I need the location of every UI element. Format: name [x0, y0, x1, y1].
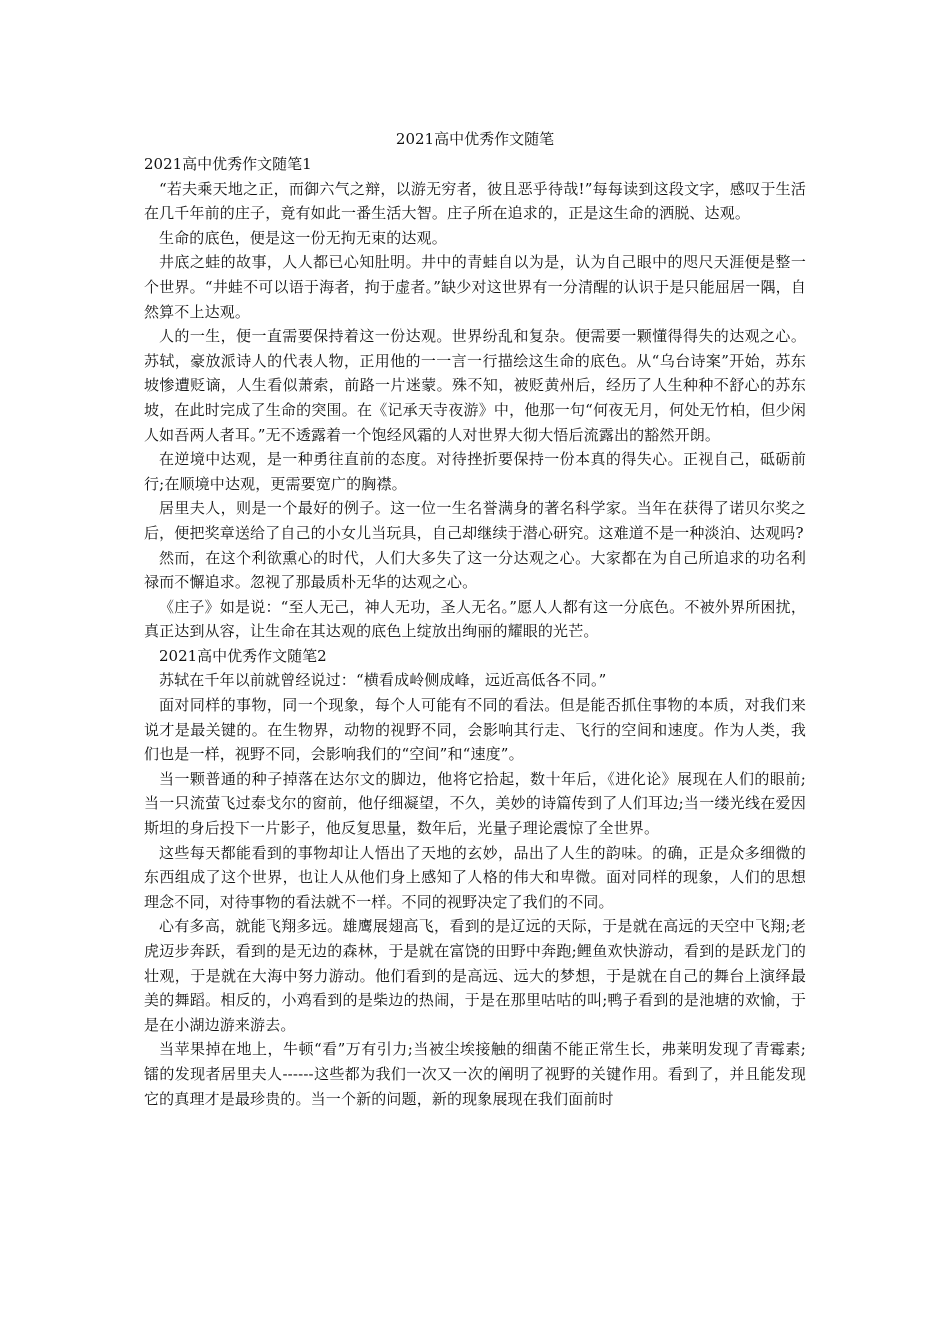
paragraph: 《庄子》如是说：“至人无己，神人无功，圣人无名。”愿人人都有这一分底色。不被外界所困扰，真正达到从容，让生命在其达观的底色上绽放出绚丽的耀眼的光芒。	[144, 597, 806, 641]
paragraph: 苏轼在千年以前就曾经说过：“横看成岭侧成峰，远近高低各不同。”	[159, 671, 607, 690]
essay-section-2	[144, 644, 806, 1111]
paragraph: 然而，在这个利欲熏心的时代，人们大多失了这一分达观之心。大家都在为自己所追求的功名利禄而不懈追求。忽视了那最质朴无华的达观之心。	[144, 548, 806, 592]
section-heading: 2021高中优秀作文随笔2	[159, 646, 327, 665]
essay-section-1	[144, 152, 806, 644]
document-title: 2021高中优秀作文随笔	[395, 130, 555, 148]
paragraph: 这些每天都能看到的事物却让人悟出了天地的玄妙，品出了人生的韵味。的确，正是众多细微的东西组成了这个世界，也让人从他们身上感知了人格的伟大和卑微。面对同样的现象，人们的思想理念不同，对待事物的看法就不一样。不同的视野决定了我们的不同。	[144, 843, 806, 911]
paragraph: 面对同样的事物，同一个现象，每个人可能有不同的看法。但是能否抓住事物的本质，对我们来说才是最关键的。在生物界，动物的视野不同，会影响其行走、飞行的空间和速度。作为人类，我们也是一样，视野不同，会影响我们的“空间”和“速度”。	[144, 696, 806, 764]
paragraph: 心有多高，就能飞翔多远。雄鹰展翅高飞，看到的是辽远的天际，于是就在高远的天空中飞翔;老虎迈步奔跃，看到的是无边的森林，于是就在富饶的田野中奔跑;鲤鱼欢快游动，看到的是跃龙门的壮观，于是就在大海中努力游动。他们看到的是高远、远大的梦想，于是就在自己的舞台上演绎最美的舞蹈。相反的，小鸡看到的是柴边的热闹，于是在那里咕咕的叫;鸭子看到的是池塘的欢愉，于是在小湖边游来游去。	[144, 917, 806, 1034]
section-heading: 2021高中优秀作文随笔1	[144, 155, 312, 173]
paragraph: 人的一生，便一直需要保持着这一份达观。世界纷乱和复杂。便需要一颗懂得得失的达观之心。苏轼，豪放派诗人的代表人物，正用他的一一言一行描绘这生命的底色。从“乌台诗案”开始，苏东坡惨遭贬谪，人生看似萧索，前路一片迷蒙。殊不知，被贬黄州后，经历了人生种种不舒心的苏东坡，在此时完成了生命的突围。在《记承天寺夜游》中，他那一句“何夜无月，何处无竹柏，但少闲人如吾两人者耳。”无不透露着一个饱经风霜的人对世界大彻大悟后流露出的豁然开朗。	[144, 327, 806, 444]
document-page	[144, 126, 806, 1111]
paragraph: “若夫乘天地之正，而御六气之辩，以游无穷者，彼且恶乎待哉!”每每读到这段文字，感叹于生活在几千年前的庄子，竟有如此一番生活大智。庄子所在追求的，正是这生命的洒脱、达观。	[144, 179, 806, 223]
paragraph: 居里夫人，则是一个最好的例子。这一位一生名誉满身的著名科学家。当年在获得了诺贝尔奖之后，便把奖章送给了自己的小女儿当玩具，自己却继续于潜心研究。这难道不是一种淡泊、达观吗?	[144, 499, 806, 542]
paragraph: 生命的底色，便是这一份无拘无束的达观。	[159, 228, 447, 247]
paragraph: 当一颗普通的种子掉落在达尔文的脚边，他将它拾起，数十年后，《进化论》展现在人们的眼前;当一只流萤飞过泰戈尔的窗前，他仔细凝望，不久，美妙的诗篇传到了人们耳边;当一缕光线在爱因斯坦的身后投下一片影子，他反复思量，数年后，光量子理论震惊了全世界。	[144, 769, 806, 838]
paragraph: 当苹果掉在地上，牛顿“看”万有引力;当被尘埃接触的细菌不能正常生长，弗莱明发现了青霉素;镭的发现者居里夫人------这些都为我们一次又一次的阐明了视野的关键作用。看到了，并且能发现它的真理才是最珍贵的。当一个新的问题，新的现象展现在我们面前时	[144, 1040, 806, 1108]
paragraph: 在逆境中达观，是一种勇往直前的态度。对待挫折要保持一份本真的得失心。正视自己，砥砺前行;在顺境中达观，更需要宽广的胸襟。	[144, 450, 806, 493]
paragraph: 井底之蛙的故事，人人都已心知肚明。井中的青蛙自以为是，认为自己眼中的咫尺天涯便是整一个世界。“井蛙不可以语于海者，拘于虚者。”缺少对这世界有一分清醒的认识于是只能屈居一隅，自然算不上达观。	[144, 253, 806, 321]
